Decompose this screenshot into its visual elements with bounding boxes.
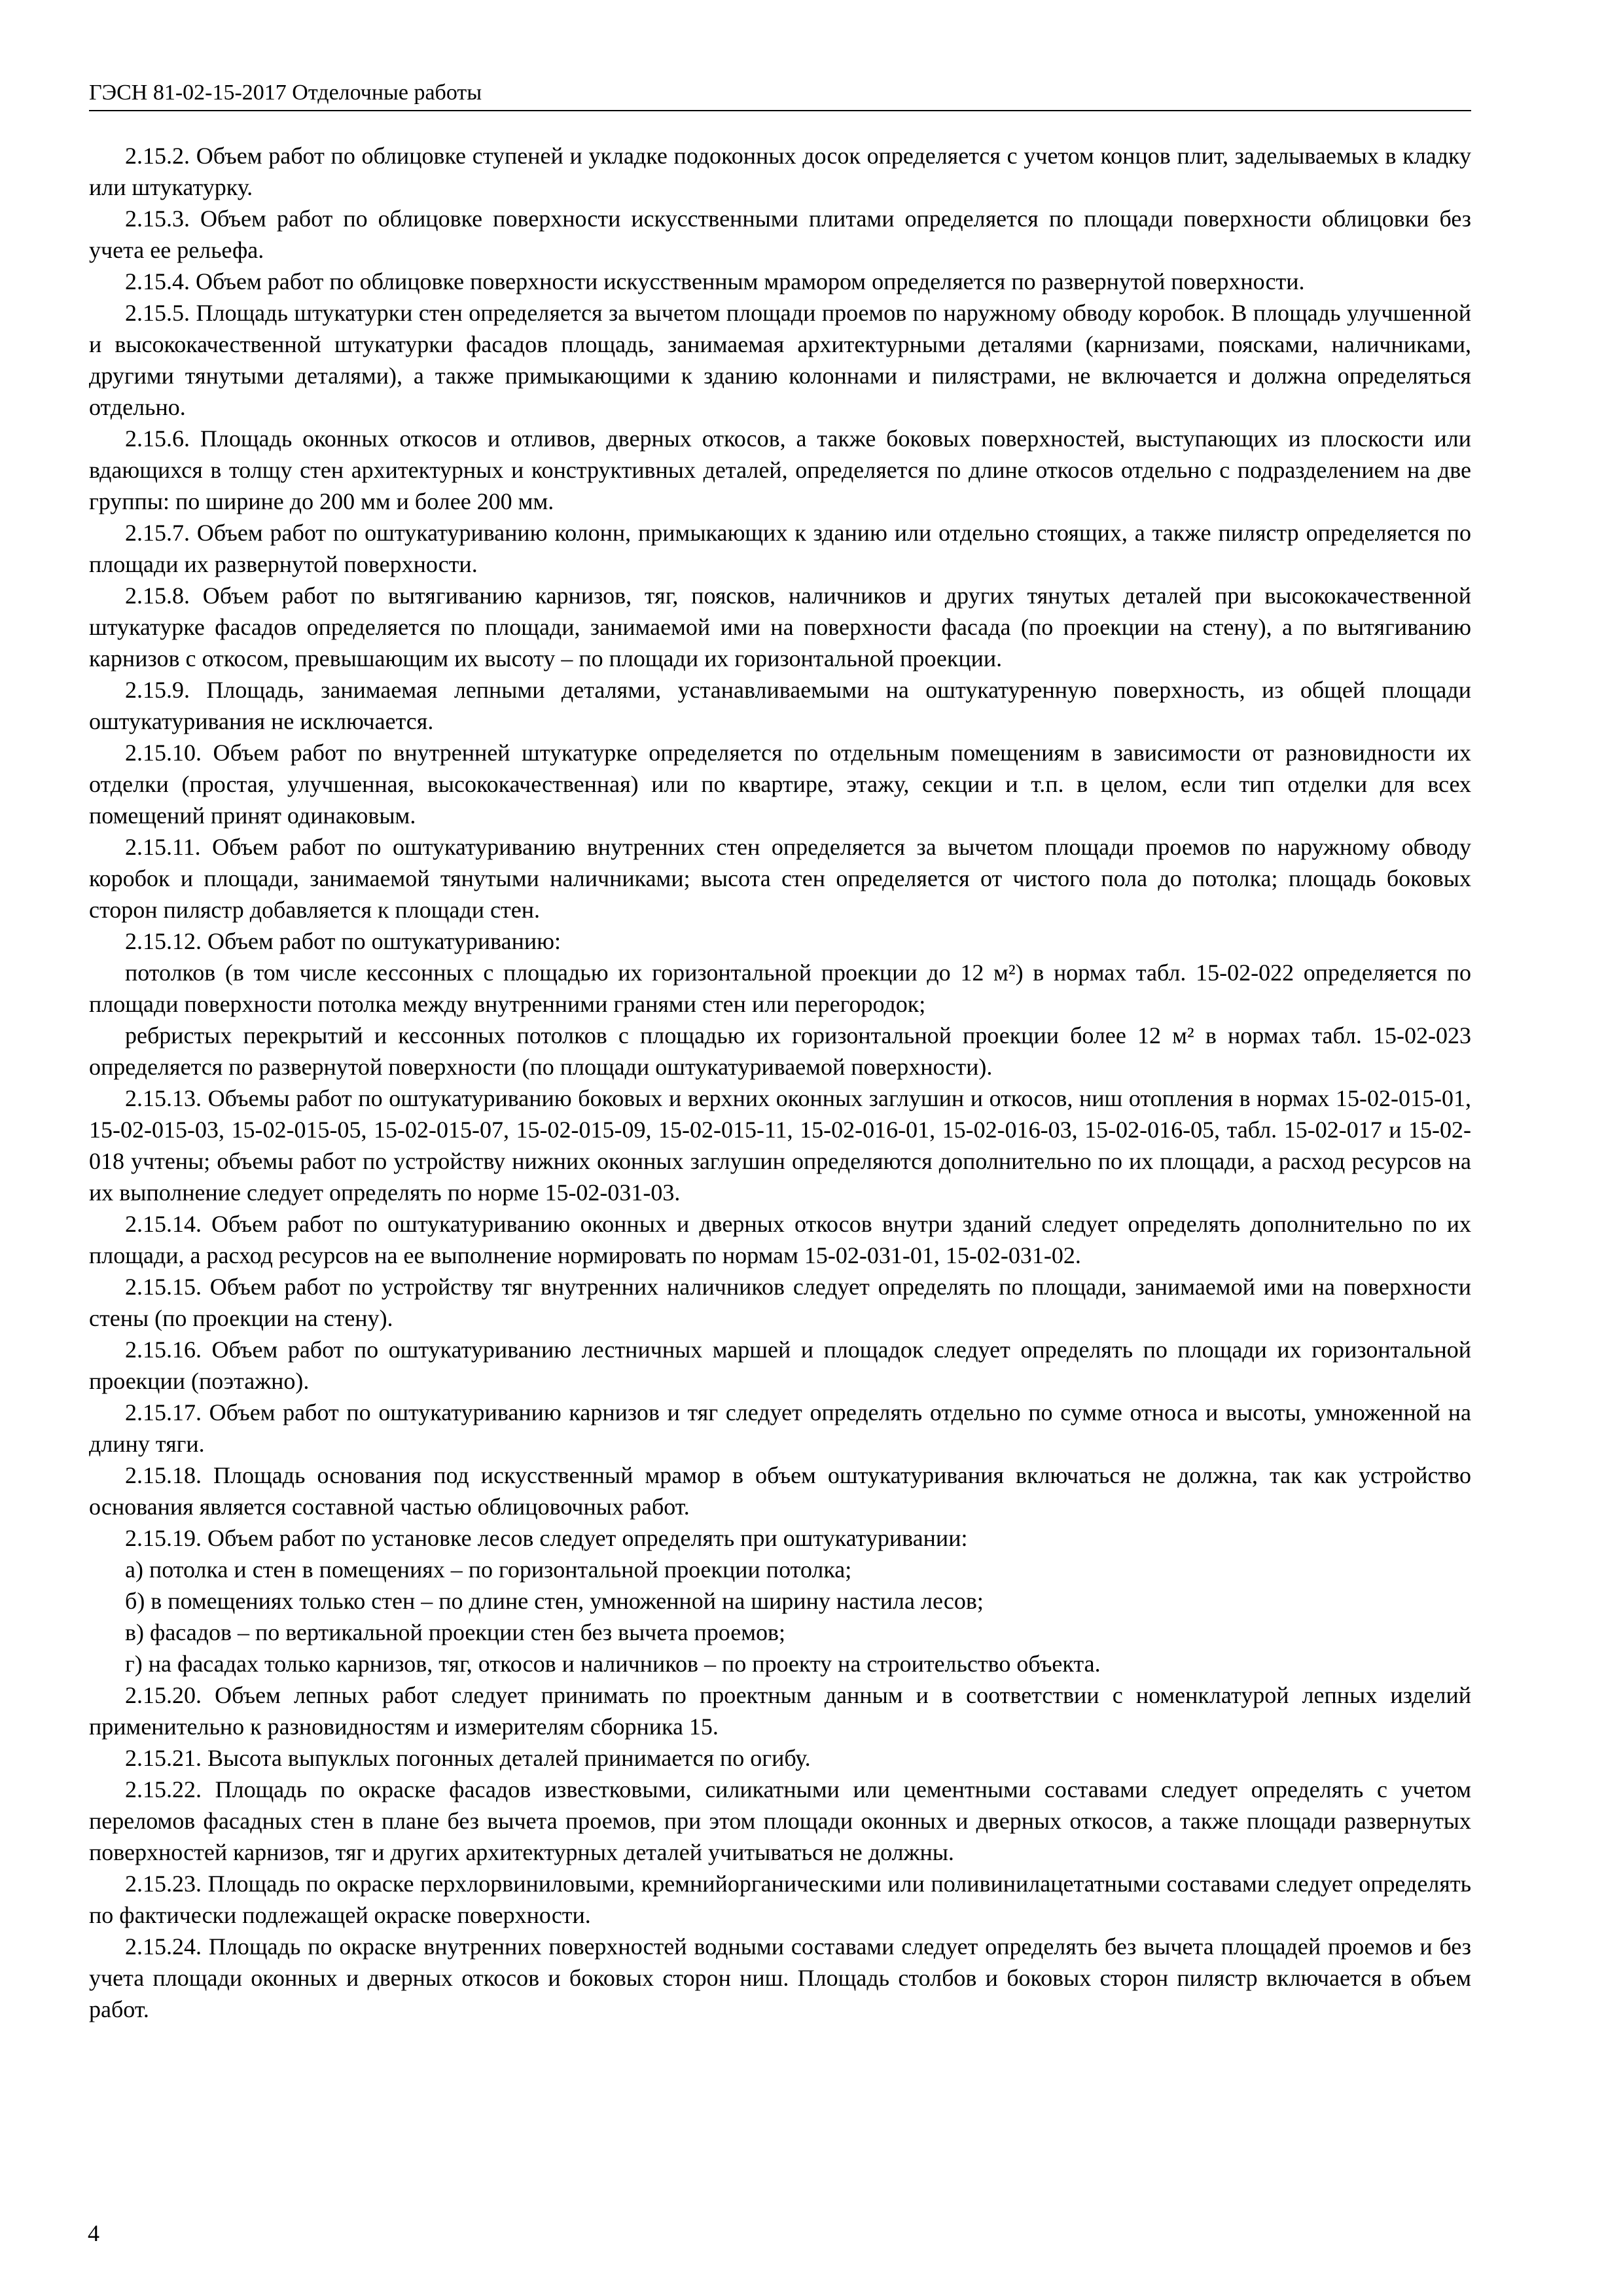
paragraph-2-15-4: 2.15.4. Объем работ по облицовке поверхности искусственным мрамором определяется по развернутой поверхности.: [125, 268, 1305, 295]
paragraph-2-15-8: 2.15.8. Объем работ по вытягиванию карнизов, тяг, поясков, наличников и других тянутых деталей при высококачественной штукатурке фасадов определяется по площади, занимаемой ими на поверхности фасада (по проекции на стену), а по вытягиванию карнизов с откосом, превышающим их высоту – по площади их горизонтальной проекции.: [89, 583, 1471, 672]
paragraph-2-15-2: 2.15.2. Объем работ по облицовке ступеней и укладке подоконных досок определяется с учетом концов плит, заделываемых в кладку или штукатурку.: [89, 143, 1471, 200]
list-item-b: б) в помещениях только стен – по длине стен, умноженной на ширину настила лесов;: [125, 1588, 984, 1614]
paragraph-2-15-24: 2.15.24. Площадь по окраске внутренних поверхностей водными составами следует определять без вычета площадей проемов и без учета площади оконных и дверных откосов и боковых сторон ниш. Площадь столбов и боковых сторон пилястр включается в объем работ.: [89, 1933, 1471, 2022]
paragraph-2-15-12-ceilings: потолков (в том числе кессонных с площадью их горизонтальной проекции до 12 м²) в нормах табл. 15-02-022 определяется по площади поверхности потолка между внутренними гранями стен или перегородок;: [89, 960, 1471, 1017]
paragraph-2-15-23: 2.15.23. Площадь по окраске перхлорвиниловыми, кремнийорганическими или поливинилацетатными составами следует определять по фактически подлежащей окраске поверхности.: [89, 1871, 1471, 1928]
list-item-v: в) фасадов – по вертикальной проекции стен без вычета проемов;: [125, 1619, 786, 1645]
paragraph-2-15-5: 2.15.5. Площадь штукатурки стен определяется за вычетом площади проемов по наружному обводу коробок. В площадь улучшенной и высококачественной штукатурки фасадов площадь, занимаемая архитектурными деталями (карнизами, поясками, наличниками, другими тянутыми деталями), а также примыкающими к зданию колоннами и пилястрами, не включается и должна определяться отдельно.: [89, 300, 1471, 420]
document-body: [89, 140, 1471, 2025]
paragraph-2-15-21: 2.15.21. Высота выпуклых погонных деталей принимается по огибу.: [125, 1745, 811, 1771]
paragraph-2-15-7: 2.15.7. Объем работ по оштукатуриванию колонн, примыкающих к зданию или отдельно стоящих, а также пилястр определяется по площади их развернутой поверхности.: [89, 520, 1471, 577]
header-title: ГЭСН 81-02-15-2017 Отделочные работы: [89, 81, 482, 105]
paragraph-2-15-12: 2.15.12. Объем работ по оштукатуриванию:: [125, 928, 562, 954]
paragraph-2-15-12-ribbed: ребристых перекрытий и кессонных потолков с площадью их горизонтальной проекции более 12 м² в нормах табл. 15-02-023 определяется по развернутой поверхности (по площади оштукатуриваемой поверхности).: [89, 1022, 1471, 1080]
paragraph-2-15-10: 2.15.10. Объем работ по внутренней штукатурке определяется по отдельным помещениям в зависимости от разновидности их отделки (простая, улучшенная, высококачественная) или по квартире, этажу, секции и т.п. в целом, если тип отделки для всех помещений принят одинаковым.: [89, 740, 1471, 829]
paragraph-2-15-14: 2.15.14. Объем работ по оштукатуриванию оконных и дверных откосов внутри зданий следует определять дополнительно по их площади, а расход ресурсов на ее выполнение нормировать по нормам 15-02-031-01, 15-02-031-02.: [89, 1211, 1471, 1268]
paragraph-2-15-18: 2.15.18. Площадь основания под искусственный мрамор в объем оштукатуривания включаться не должна, так как устройство основания является составной частью облицовочных работ.: [89, 1462, 1471, 1520]
paragraph-2-15-16: 2.15.16. Объем работ по оштукатуриванию лестничных маршей и площадок следует определять по площади их горизонтальной проекции (поэтажно).: [89, 1336, 1471, 1394]
paragraph-2-15-15: 2.15.15. Объем работ по устройству тяг внутренних наличников следует определять по площади, занимаемой ими на поверхности стены (по проекции на стену).: [89, 1274, 1471, 1331]
list-item-g: г) на фасадах только карнизов, тяг, откосов и наличников – по проекту на строительство объекта.: [125, 1651, 1101, 1677]
paragraph-2-15-22: 2.15.22. Площадь по окраске фасадов известковыми, силикатными или цементными составами следует определять с учетом переломов фасадных стен в плане без вычета проемов, при этом площади оконных и дверных откосов, а также площади развернутых поверхностей карнизов, тяг и других архитектурных деталей учитываться не должны.: [89, 1776, 1471, 1865]
running-header: [89, 79, 1471, 111]
paragraph-2-15-6: 2.15.6. Площадь оконных откосов и отливов, дверных откосов, а также боковых поверхностей, выступающих из плоскости или вдающихся в толщу стен архитектурных и конструктивных деталей, определяется по длине откосов отдельно с подразделением на две группы: по ширине до 200 мм и более 200 мм.: [89, 425, 1471, 514]
paragraph-2-15-20: 2.15.20. Объем лепных работ следует принимать по проектным данным и в соответствии с номенклатурой лепных изделий применительно к разновидностям и измерителям сборника 15.: [89, 1682, 1471, 1740]
paragraph-2-15-3: 2.15.3. Объем работ по облицовке поверхности искусственными плитами определяется по площади поверхности облицовки без учета ее рельефа.: [89, 206, 1471, 263]
paragraph-2-15-19: 2.15.19. Объем работ по установке лесов следует определять при оштукатуривании:: [125, 1525, 968, 1551]
page-number: 4: [88, 2220, 99, 2246]
list-item-a: а) потолка и стен в помещениях – по горизонтальной проекции потолка;: [125, 1556, 852, 1583]
paragraph-2-15-13: 2.15.13. Объемы работ по оштукатуриванию боковых и верхних оконных заглушин и откосов, ниш отопления в нормах 15-02-015-01, 15-02-015-03, 15-02-015-05, 15-02-015-07, 15-02-015-09, 15-02-015-11, 15-02-016-01, 15-02-016-03, 15-02-016-05, табл. 15-02-017 и 15-02-018 учтены; объемы работ по устройству нижних оконных заглушин определяются дополнительно по их площади, а расход ресурсов на их выполнение следует определять по норме 15-02-031-03.: [89, 1085, 1471, 1206]
paragraph-2-15-17: 2.15.17. Объем работ по оштукатуриванию карнизов и тяг следует определять отдельно по сумме относа и высоты, умноженной на длину тяги.: [89, 1399, 1471, 1457]
paragraph-2-15-9: 2.15.9. Площадь, занимаемая лепными деталями, устанавливаемыми на оштукатуренную поверхность, из общей площади оштукатуривания не исключается.: [89, 677, 1471, 734]
paragraph-2-15-11: 2.15.11. Объем работ по оштукатуриванию внутренних стен определяется за вычетом площади проемов по наружному обводу коробок и площади, занимаемой тянутыми наличниками; высота стен определяется от чистого пола до потолка; площадь боковых сторон пилястр добавляется к площади стен.: [89, 834, 1471, 923]
